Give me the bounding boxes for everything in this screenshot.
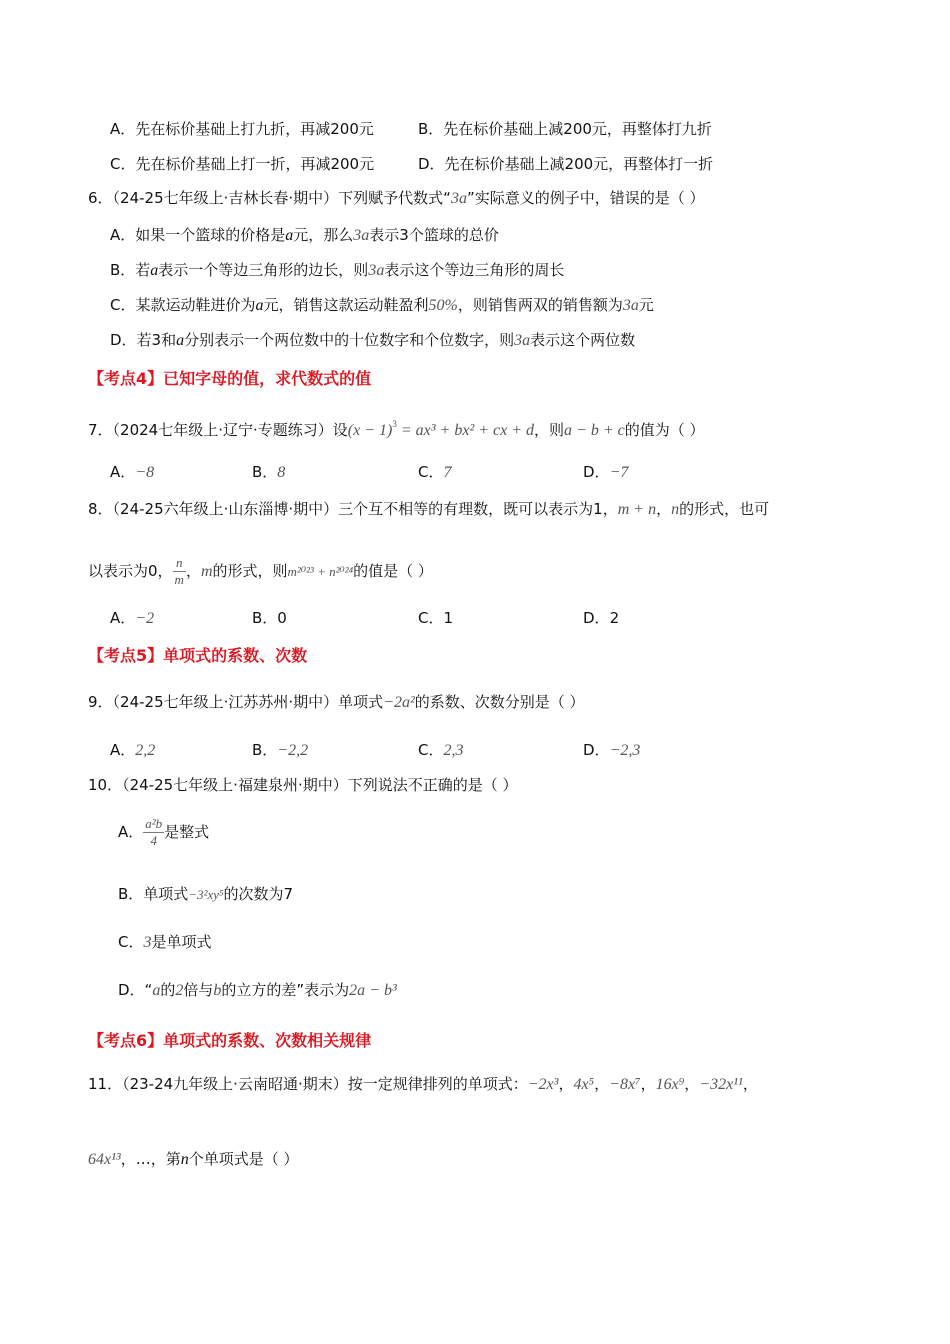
section-heading-5: 【考点5】单项式的系数、次数 — [88, 646, 308, 665]
section-heading-6: 【考点6】单项式的系数、次数相关规律 — [88, 1031, 372, 1050]
question-6-stem: 6．（24-25七年级上·吉林长春·期中）下列赋予代数式“3a”实际意义的例子中，错误的是（ ） — [88, 189, 705, 207]
math-expression: (x − 1) — [347, 422, 393, 439]
section-heading-4: 【考点4】已知字母的值，求代数式的值 — [88, 369, 372, 388]
q7-option-a[interactable]: A．−8 — [110, 463, 155, 481]
fraction-a2b-over-4: $\frac{\text{a²b}}{4}$ — [145, 816, 163, 848]
question-source: （24-25七年级上·江苏苏州·期中） — [112, 693, 339, 711]
q10-option-a[interactable]: A． $\frac{\text{a²b}}{4}$ 是整式 — [118, 816, 210, 848]
q5-option-d[interactable]: D．先在标价基础上减200元，再整体打一折 — [418, 155, 714, 173]
q9-option-b[interactable]: B．−2,2 — [252, 741, 309, 759]
question-10-stem: 10．（24-25七年级上·福建泉州·期中）下列说法不正确的是（ ） — [88, 776, 518, 794]
q10-option-c[interactable]: C．3是单项式 — [118, 933, 212, 951]
question-source: （23-24九年级上·云南昭通·期末） — [122, 1075, 348, 1093]
q8-option-c[interactable]: C．1 — [418, 609, 454, 627]
q5-option-b[interactable]: B．先在标价基础上减200元，再整体打九折 — [418, 120, 712, 138]
q6-option-d[interactable]: D．若3和a分别表示一个两位数中的十位数字和个位数字，则3a表示这个两位数 — [110, 331, 636, 349]
q9-option-a[interactable]: A．2,2 — [110, 741, 156, 759]
q7-option-d[interactable]: D．−7 — [583, 463, 629, 481]
question-8-line-2: 以表示为0， $\frac{n}{m}$ ，m的形式，则m²⁰²³ + n²⁰²⁴的值是（ ） — [88, 555, 433, 587]
q10-option-d[interactable]: D．“a的2倍与b的立方的差”表示为2a − b³ — [118, 981, 397, 999]
question-11-stem: 11．（23-24九年级上·云南昭通·期末）按一定规律排列的单项式：−2x³，4x⁵，−8x⁷，16x⁹，−32x¹¹， — [88, 1075, 758, 1093]
question-9-stem: 9．（24-25七年级上·江苏苏州·期中）单项式−2a²的系数、次数分别是（ ） — [88, 693, 585, 711]
q5-option-a[interactable]: A．先在标价基础上打九折，再减200元 — [110, 120, 374, 138]
q9-option-d[interactable]: D．−2,3 — [583, 741, 641, 759]
question-source: （24-25六年级上·山东淄博·期中） — [112, 500, 339, 518]
question-8-stem: 8．（24-25六年级上·山东淄博·期中）三个互不相等的有理数，既可以表示为1，m + n，n的形式，也可 — [88, 500, 770, 518]
question-source: （2024七年级上·辽宁·专题练习） — [112, 421, 333, 439]
math-expression: 3a — [450, 190, 467, 207]
q6-option-c[interactable]: C．某款运动鞋进价为a元，销售这款运动鞋盈利50%，则销售两双的销售额为3a元 — [110, 296, 654, 314]
math-expression: −2a² — [383, 694, 415, 711]
question-7-stem: 7．（2024七年级上·辽宁·专题练习）设$(x - 1)^3 = ax^3 + bx^2$ + cx + d，则a − b + c的值为（ ） — [88, 419, 705, 439]
q6-option-b[interactable]: B．若a表示一个等边三角形的边长，则3a表示这个等边三角形的周长 — [110, 261, 565, 279]
q5-option-c[interactable]: C．先在标价基础上打一折，再减200元 — [110, 155, 375, 173]
q10-option-b[interactable]: B．单项式−3²xy⁵的次数为7 — [118, 885, 294, 903]
q9-option-c[interactable]: C．2,3 — [418, 741, 464, 759]
q8-option-a[interactable]: A．−2 — [110, 609, 155, 627]
q7-option-c[interactable]: C．7 — [418, 463, 452, 481]
q8-option-b[interactable]: B．0 — [252, 609, 287, 627]
q8-option-d[interactable]: D．2 — [583, 609, 620, 627]
q7-option-b[interactable]: B．8 — [252, 463, 286, 481]
question-number: 6． — [88, 189, 113, 207]
question-source: （24-25七年级上·福建泉州·期中） — [122, 776, 348, 794]
question-source: （24-25七年级上·吉林长春·期中） — [112, 189, 339, 207]
question-11-line-2: 64x¹³，…，第n个单项式是（ ） — [88, 1150, 299, 1168]
q6-option-a[interactable]: A．如果一个篮球的价格是a元，那么3a表示3个篮球的总价 — [110, 226, 499, 244]
fraction-n-over-m: $\frac{n}{m}$ — [174, 555, 184, 587]
